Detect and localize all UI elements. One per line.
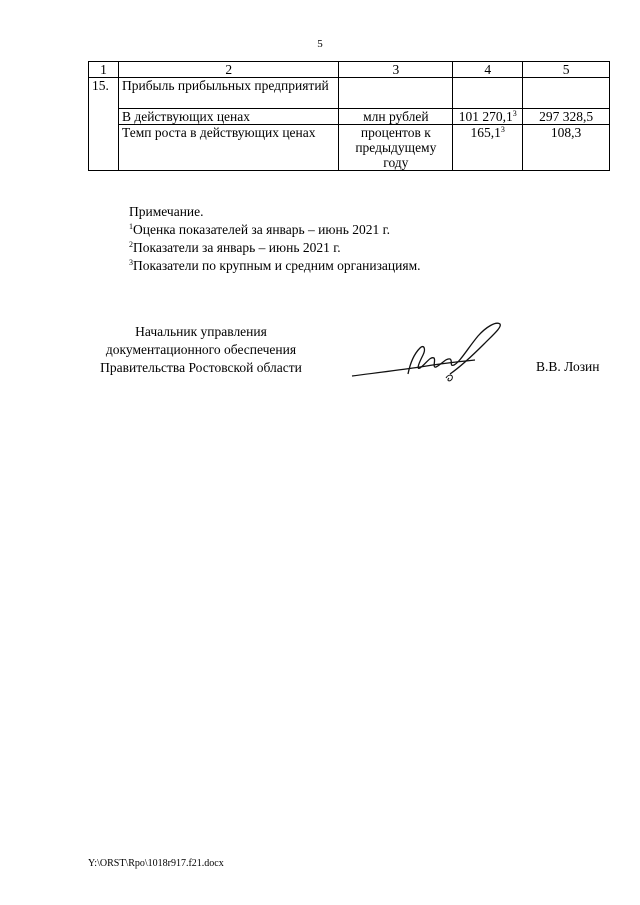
signer-name: В.В. Лозин	[536, 359, 600, 374]
position-line: документационного обеспечения	[105, 342, 297, 357]
value-col4: 101 270,1	[458, 109, 513, 124]
position-line: Правительства Ростовской области	[100, 360, 302, 375]
indicator-cell: В действующих ценах	[118, 109, 338, 125]
empty-cell	[339, 78, 453, 109]
value-cell-col5: 297 328,5	[523, 109, 610, 125]
page-number: 5	[317, 38, 323, 50]
footnote-ref: 3	[512, 109, 517, 118]
note-item	[129, 239, 421, 257]
note-text: Оценка показателей за январь – июнь 2021 г.	[133, 222, 390, 237]
empty-cell	[523, 78, 610, 109]
table-header-row	[89, 62, 610, 78]
note-marker: 3	[129, 258, 133, 267]
header-cell-4: 4	[453, 62, 523, 78]
value-cell-col5: 108,3	[523, 125, 610, 171]
table-row	[89, 125, 610, 171]
notes-title: Примечание.	[129, 204, 204, 219]
header-cell-3: 3	[339, 62, 453, 78]
note-text: Показатели за январь – июнь 2021 г.	[133, 240, 341, 255]
item-number: 15.	[89, 78, 119, 171]
table-row	[89, 78, 610, 109]
position-line: Начальник управления	[135, 324, 267, 339]
note-marker: 1	[129, 222, 133, 231]
note-item	[129, 257, 421, 275]
table-row	[89, 109, 610, 125]
note-text: Показатели по крупным и средним организациям.	[133, 258, 421, 273]
value-col4: 165,1	[470, 125, 501, 140]
item-title: Прибыль прибыльных предприятий	[118, 78, 338, 109]
header-cell-1: 1	[89, 62, 119, 78]
file-path: Y:\ORST\Rpo\1018r917.f21.docx	[88, 858, 224, 869]
notes-section	[129, 203, 421, 275]
value-cell-col4	[453, 109, 523, 125]
statistics-table	[88, 61, 610, 171]
note-marker: 2	[129, 240, 133, 249]
value-cell-col4	[453, 125, 523, 171]
header-cell-2: 2	[118, 62, 338, 78]
unit-cell: млн рублей	[339, 109, 453, 125]
header-cell-5: 5	[523, 62, 610, 78]
note-item	[129, 221, 421, 239]
empty-cell	[453, 78, 523, 109]
handwritten-signature	[350, 318, 510, 390]
footnote-ref: 3	[500, 125, 505, 134]
signer-position	[0, 323, 320, 377]
unit-cell: процентов к предыдущему году	[339, 125, 453, 171]
indicator-cell: Темп роста в действующих ценах	[118, 125, 338, 171]
